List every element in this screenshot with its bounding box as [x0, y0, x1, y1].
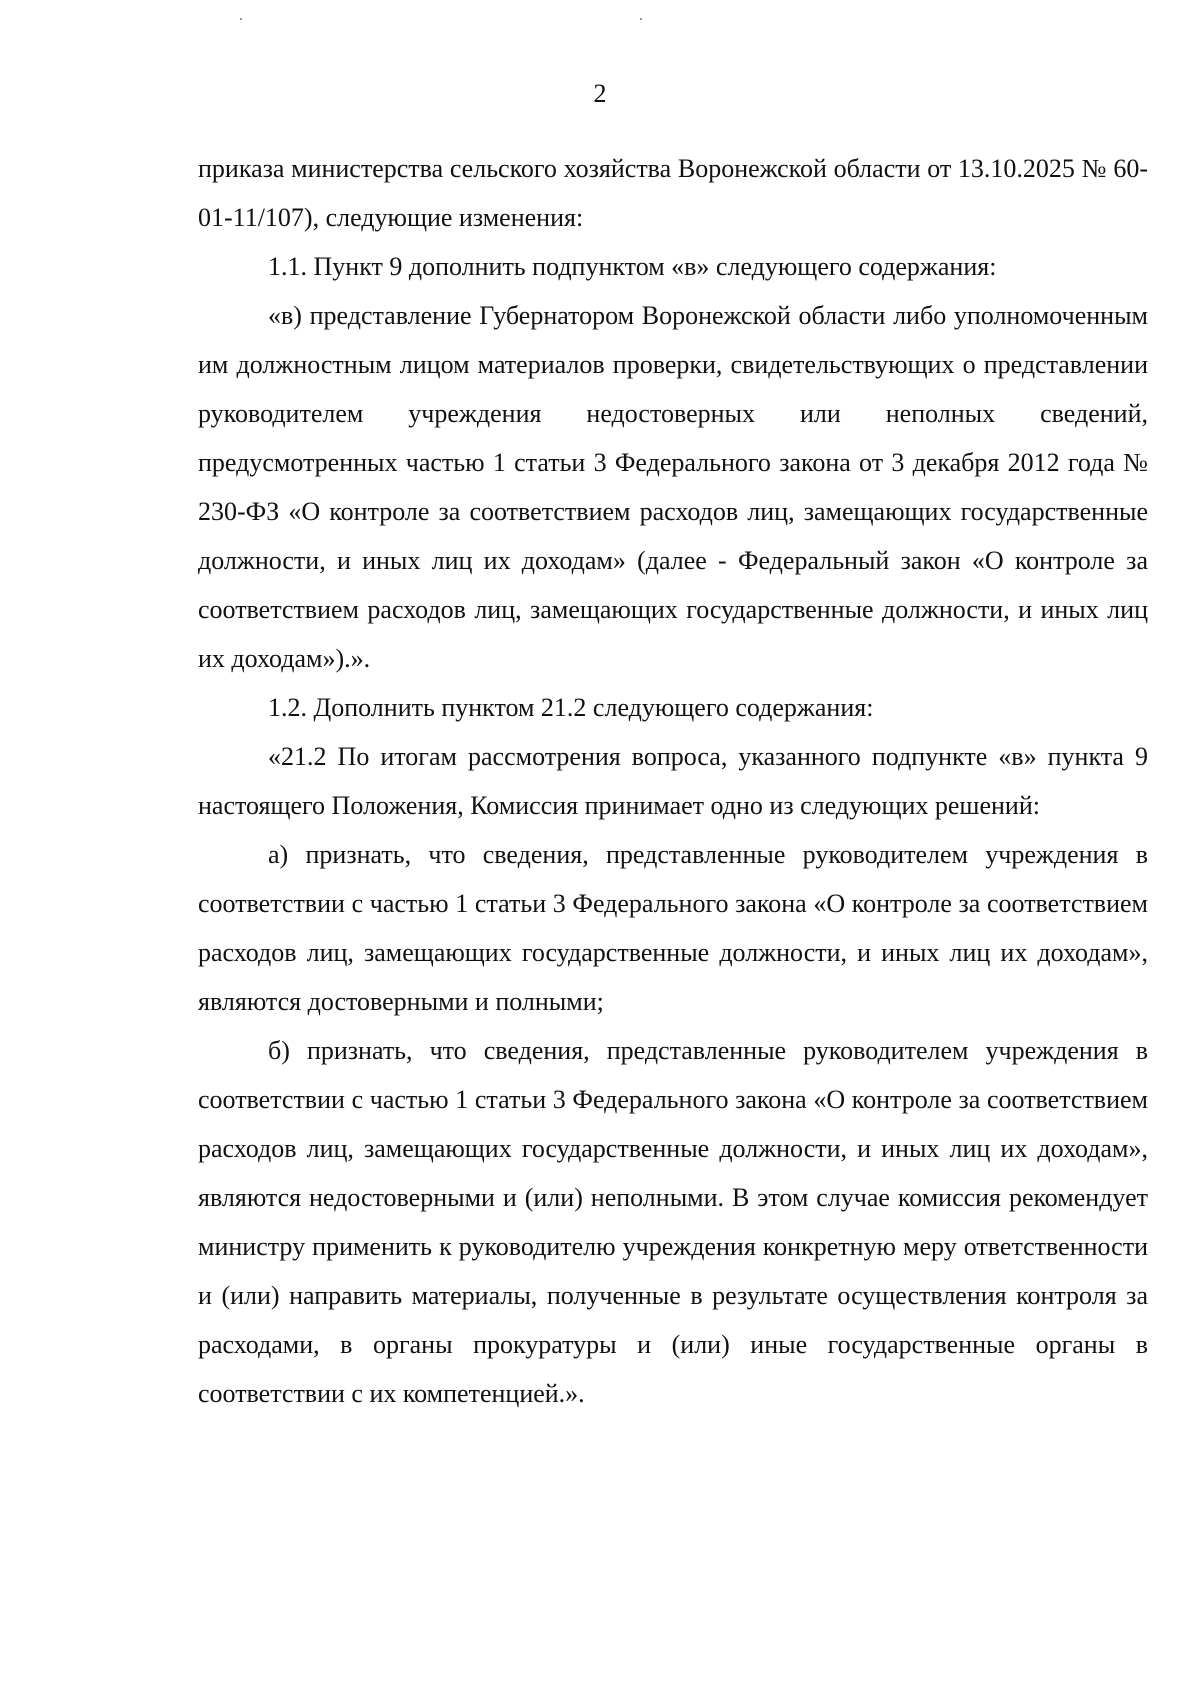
page-number: 2 — [593, 79, 607, 108]
paragraph-item-1-1: 1.1. Пункт 9 дополнить подпунктом «в» следующего содержания: — [268, 252, 997, 281]
paragraph-order-reference: приказа министерства сельского хозяйства Воронежской области от 13.10.2025 № 60-01-11/107), следующие изменения: — [198, 154, 1148, 232]
scan-speck — [240, 18, 242, 20]
paragraph-subitem-v: «в) представление Губернатором Воронежской области либо уполномоченным им должностным лицом материалов проверки, свидетельствующих о представлении руководителем учреждения недостоверных или неполных сведений, предусмотренных частью 1 статьи 3 Федерального закона от 3 декабря 2012 года № 230-ФЗ «О контроле за соответствием расходов лиц, замещающих государственные должности, и иных лиц их доходам» (далее - Федеральный закон «О контроле за соответствием расходов лиц, замещающих государственные должности, и иных лиц их доходам»).». — [198, 301, 1148, 673]
paragraph-decision-b: б) признать, что сведения, представленные руководителем учреждения в соответствии с частью 1 статьи 3 Федерального закона «О контроле за соответствием расходов лиц, замещающих государственные должности, и иных лиц их доходам», являются недостоверными и (или) неполными. В этом случае комиссия рекомендует министру применить к руководителю учреждения конкретную меру ответственности и (или) направить материалы, полученные в результате осуществления контроля за расходами, в органы прокуратуры и (или) иные государственные органы в соответствии с их компетенцией.». — [198, 1036, 1148, 1408]
paragraph-item-21-2: «21.2 По итогам рассмотрения вопроса, указанного подпункте «в» пункта 9 настоящего Положения, Комиссия принимает одно из следующих решений: — [198, 742, 1148, 820]
paragraph-decision-a: а) признать, что сведения, представленные руководителем учреждения в соответствии с частью 1 статьи 3 Федерального закона «О контроле за соответствием расходов лиц, замещающих государственные должности, и иных лиц их доходам», являются достоверными и полными; — [198, 840, 1148, 1016]
document-body — [198, 144, 1148, 1418]
scan-speck — [640, 18, 642, 20]
paragraph-item-1-2: 1.2. Дополнить пунктом 21.2 следующего содержания: — [268, 693, 874, 722]
